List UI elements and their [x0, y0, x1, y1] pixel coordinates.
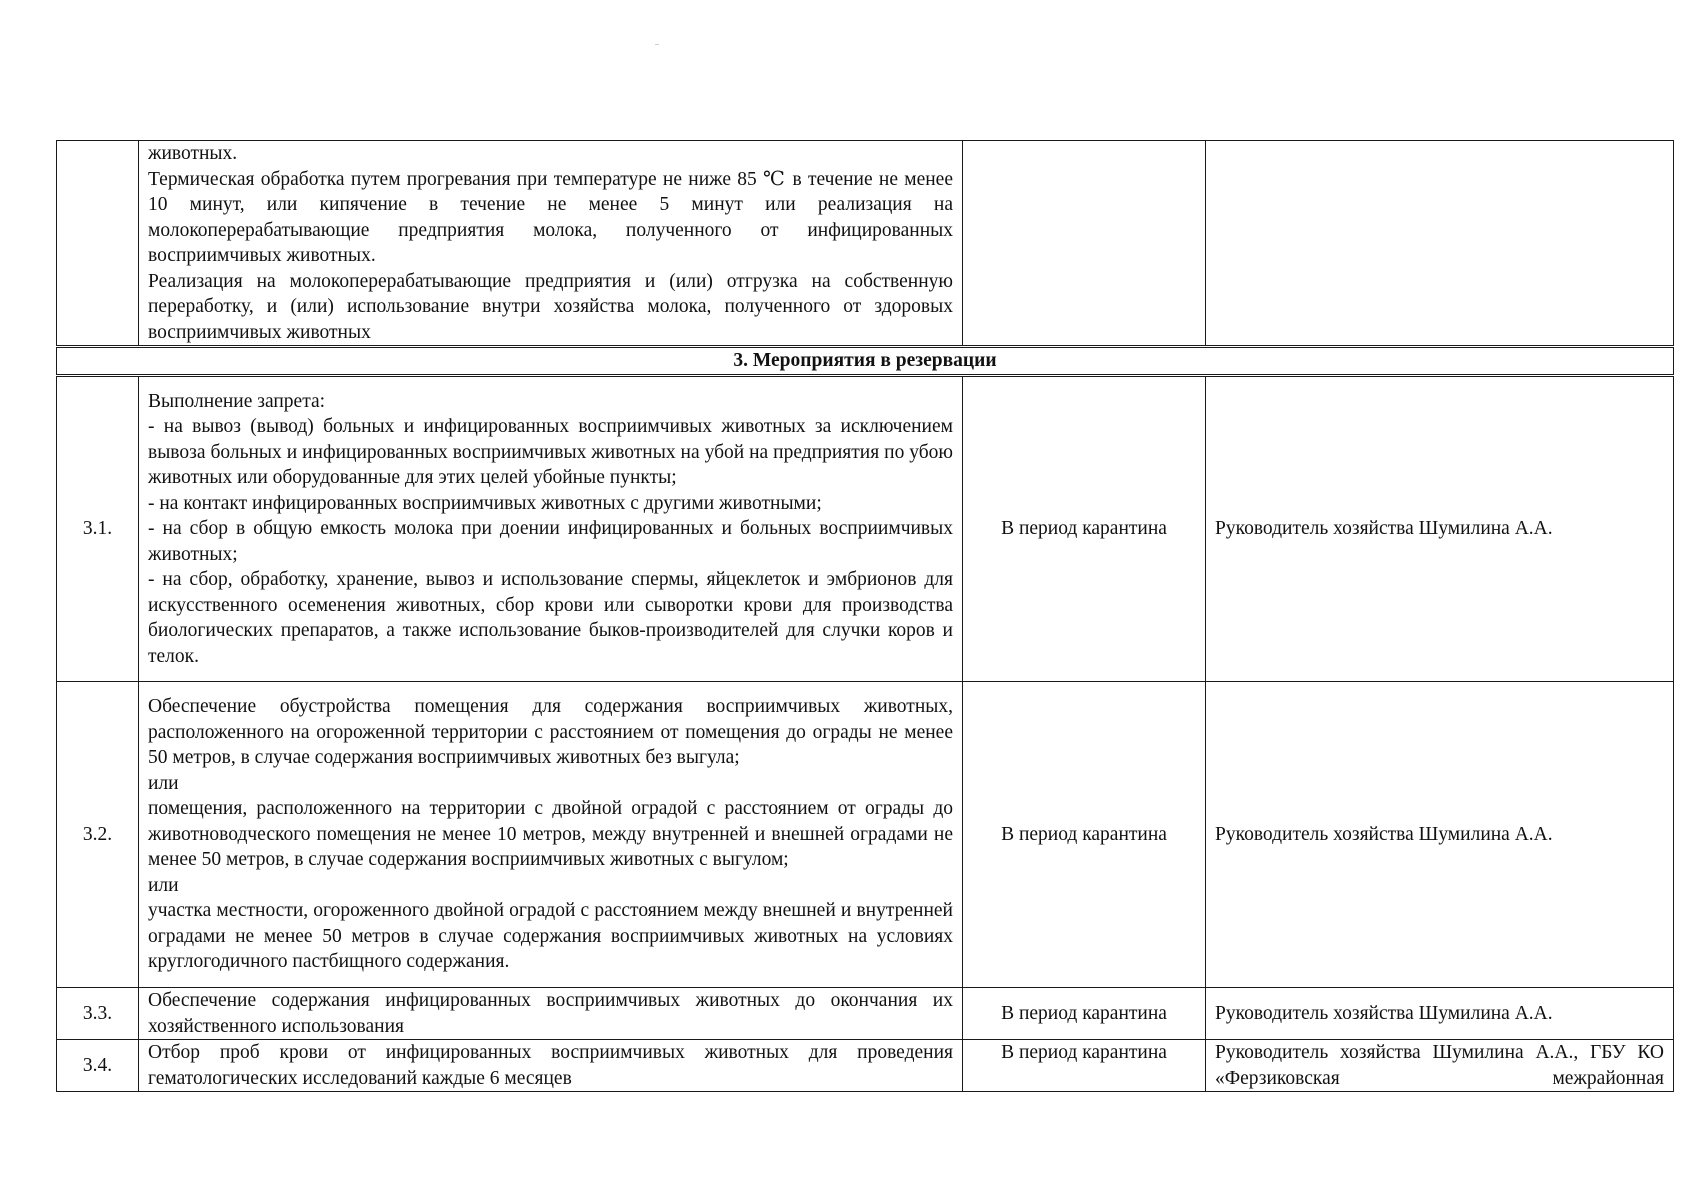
row-responsible: Руководитель хозяйства Шумилина А.А.	[1206, 988, 1674, 1040]
description-line: - на контакт инфицированных восприимчивых животных с другими животными;	[148, 492, 822, 514]
row-period: В период карантина	[963, 1040, 1206, 1092]
row-description-cell	[139, 376, 963, 682]
row-number: 3.3.	[57, 988, 139, 1040]
description-line: Выполнение запрета:	[148, 390, 326, 412]
description-line: Термическая обработка путем прогревания при температуре не ниже 85 ℃ в течение не менее 10 минут, или кипячение в течение не менее 5 минут или реализация на молокоперерабатывающие предприятия молока, полученного от инфицированных восприимчивых животных.	[148, 168, 953, 266]
row-number: 3.2.	[57, 682, 139, 988]
row-period: В период карантина	[963, 988, 1206, 1040]
row-description-cell	[139, 988, 963, 1040]
row-number: 3.1.	[57, 376, 139, 682]
table-row	[57, 988, 1674, 1040]
row-responsible: Руководитель хозяйства Шумилина А.А.	[1206, 682, 1674, 988]
description-line: участка местности, огороженного двойной оградой с расстоянием между внешней и внутренней оградами не менее 50 метров в случае содержания восприимчивых животных на условиях круглогодичного пастбищного содержания.	[148, 900, 953, 973]
scan-speck	[655, 44, 659, 45]
description-line: Обеспечение обустройства помещения для содержания восприимчивых животных, расположенного на огороженной территории с расстоянием от помещения до ограды не менее 50 метров, в случае содержания восприимчивых животных без выгула;	[148, 696, 953, 769]
row-period: В период карантина	[963, 376, 1206, 682]
description-line: - на сбор в общую емкость молока при доении инфицированных и больных восприимчивых животных;	[148, 518, 953, 565]
table-row	[57, 1040, 1674, 1092]
row-description-cell	[139, 682, 963, 988]
description-line: Реализация на молокоперерабатывающие предприятия и (или) отгрузка на собственную переработку, и (или) использование внутри хозяйства молока, полученного от здоровых восприимчивых животных	[148, 270, 953, 343]
row-responsible-cell	[1206, 141, 1674, 347]
description-line: или	[148, 772, 179, 794]
row-period: В период карантина	[963, 682, 1206, 988]
section-heading-row	[57, 347, 1674, 376]
row-description-cell	[139, 1040, 963, 1092]
row-period-cell	[963, 141, 1206, 347]
row-number: 3.4.	[57, 1040, 139, 1092]
row-description-cell	[139, 141, 963, 347]
table-row	[57, 376, 1674, 682]
description-line: помещения, расположенного на территории с двойной оградой с расстоянием от ограды до животноводческого помещения не менее 10 метров, между внутренней и внешней оградами не менее 50 метров, в случае содержания восприимчивых животных с выгулом;	[148, 798, 953, 871]
row-responsible: Руководитель хозяйства Шумилина А.А.	[1206, 376, 1674, 682]
row-number-cell	[57, 141, 139, 347]
description-line: животных.	[148, 143, 238, 164]
description-line: или	[148, 874, 179, 896]
description-line: - на вывоз (вывод) больных и инфицированных восприимчивых животных за исключением вывоза больных и инфицированных восприимчивых животных на убой на предприятия по убою животных или оборудованные для этих целей убойные пункты;	[148, 416, 953, 489]
measures-table	[56, 140, 1674, 1092]
description-line: Обеспечение содержания инфицированных восприимчивых животных до окончания их хозяйственного использования	[148, 990, 953, 1037]
table-row	[57, 682, 1674, 988]
description-line: Отбор проб крови от инфицированных восприимчивых животных для проведения гематологических исследований каждые 6 месяцев	[148, 1042, 953, 1089]
section-title: 3. Мероприятия в резервации	[57, 347, 1674, 376]
row-responsible: Руководитель хозяйства Шумилина А.А., ГБУ КО «Ферзиковская межрайонная	[1206, 1040, 1674, 1092]
description-line: - на сбор, обработку, хранение, вывоз и использование спермы, яйцеклеток и эмбрионов для искусственного осеменения животных, сбор крови или сыворотки крови для производства биологических препаратов, а также использование быков-производителей для случки коров и телок.	[148, 569, 953, 667]
table-row-continuation	[57, 141, 1674, 347]
